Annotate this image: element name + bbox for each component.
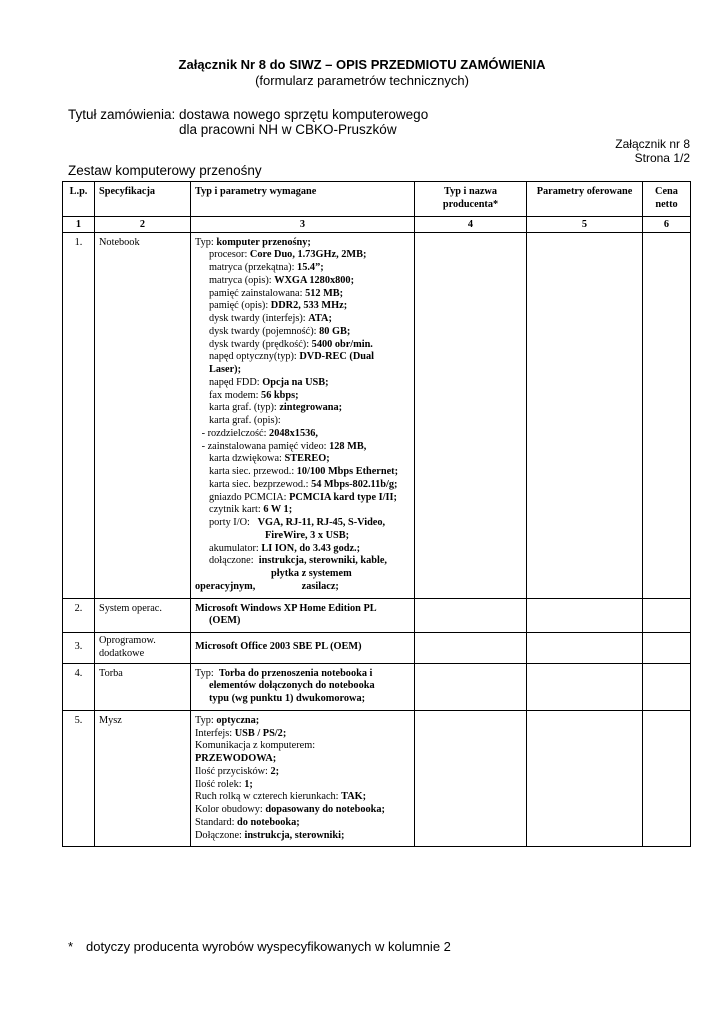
- param-line: [195, 275, 410, 288]
- param-value: do notebooka;: [237, 816, 300, 828]
- producer-cell: [415, 232, 527, 598]
- param-line: [195, 715, 410, 728]
- header-lp: L.p.: [63, 182, 95, 217]
- param-label: karta graf. (opis):: [209, 415, 281, 426]
- param-line: [195, 237, 410, 250]
- param-line: [195, 530, 410, 543]
- param-value: FireWire, 3 x USB;: [265, 529, 350, 541]
- param-value: instrukcja, sterowniki, kable,: [258, 555, 387, 567]
- param-line: [195, 390, 410, 403]
- offered-cell: [527, 663, 643, 710]
- price-cell: [643, 633, 691, 664]
- param-line: [195, 441, 410, 454]
- row-params: [191, 633, 415, 664]
- param-value: 10/100 Mbps Ethernet;: [296, 466, 399, 477]
- param-value: 15.4”;: [297, 262, 324, 273]
- param-label: Kolor obudowy:: [195, 804, 266, 815]
- row-lp: 4.: [63, 663, 95, 710]
- footnote-star: *: [68, 939, 74, 954]
- param-value: 128 MB,: [329, 440, 367, 452]
- param-line: [195, 249, 410, 262]
- table-row: [63, 633, 691, 664]
- price-cell: [643, 663, 691, 710]
- param-value: komputer przenośny;: [216, 236, 311, 248]
- param-label: dysk twardy (interfejs):: [209, 313, 309, 324]
- param-value: ATA;: [308, 313, 332, 324]
- param-value: zintegrowana;: [279, 402, 343, 414]
- param-label: napęd FDD:: [209, 376, 263, 388]
- param-value: VGA, RJ-11, RJ-45, S-Video,: [257, 517, 386, 528]
- param-value: Microsoft Office 2003 SBE PL (OEM): [195, 641, 362, 653]
- producer-cell: [415, 710, 527, 847]
- param-value: DVD-REC (Dual: [299, 351, 375, 363]
- param-value: 1;: [244, 778, 253, 790]
- table-row: [63, 598, 691, 633]
- notebook-params-list: [195, 237, 410, 594]
- spec-table: [62, 181, 691, 847]
- param-value: DDR2, 533 MHz;: [270, 300, 348, 312]
- param-label: akumulator:: [209, 542, 262, 554]
- param-label: Ilość rolek:: [195, 778, 245, 790]
- param-label: dysk twardy (pojemność):: [209, 325, 320, 337]
- param-value: Core Duo, 1.73GHz, 2MB;: [249, 249, 367, 261]
- param-value: 80 GB;: [319, 325, 351, 337]
- param-line: [195, 555, 410, 568]
- param-value: Torba do przenoszenia notebooka i: [218, 667, 373, 679]
- row-spec-name: Torba: [95, 663, 191, 710]
- param-label: karta dzwiękowa:: [209, 453, 285, 465]
- param-value: WXGA 1280x800;: [274, 274, 355, 286]
- document-title: Załącznik Nr 8 do SIWZ – OPIS PRZEDMIOTU ZAMÓWIENIA: [178, 57, 546, 72]
- param-value: PRZEWODOWA;: [195, 753, 277, 764]
- mouse-params-list: [195, 715, 410, 843]
- param-value: instrukcja, sterowniki;: [244, 829, 345, 841]
- param-line: [195, 364, 410, 377]
- producer-cell: [415, 633, 527, 664]
- col-number: 5: [527, 216, 643, 232]
- row-lp: 3.: [63, 633, 95, 664]
- param-label: karta siec. bezprzewod.:: [209, 478, 312, 490]
- row-spec-name: Notebook: [95, 232, 191, 598]
- table-row: [63, 710, 691, 847]
- param-value: PCMCIA kard type I/II;: [289, 491, 397, 503]
- param-label: Typ:: [195, 714, 217, 726]
- param-value: optyczna;: [216, 714, 260, 726]
- param-value: Microsoft Windows XP Home Edition PL: [195, 602, 377, 614]
- param-label: pamięć zainstalowana:: [209, 287, 306, 299]
- table-row: [63, 232, 691, 598]
- param-value: 5400 obr/min.: [311, 338, 373, 350]
- param-value: 512 MB;: [305, 287, 344, 299]
- param-line: [195, 568, 410, 581]
- price-cell: [643, 598, 691, 633]
- param-label: Dołączone:: [195, 829, 245, 841]
- param-line: [195, 479, 410, 492]
- param-line: [195, 262, 410, 275]
- param-line: [195, 791, 410, 804]
- param-value: operacyjnym, zasilacz;: [195, 580, 339, 592]
- header-price-l1: Cena: [655, 186, 678, 197]
- param-line: [195, 377, 410, 390]
- attachment-label: Załącznik nr 8: [615, 137, 690, 151]
- param-label: matryca (przekątna):: [209, 262, 298, 273]
- footnote: [68, 939, 451, 954]
- header-producer-l2: producenta*: [442, 198, 499, 210]
- param-label: karta siec. przewod.:: [209, 466, 297, 477]
- page-label: Strona 1/2: [634, 151, 690, 165]
- param-label: gniazdo PCMCIA:: [209, 491, 290, 503]
- param-value: Laser);: [209, 364, 242, 375]
- param-line: [195, 288, 410, 301]
- document-subtitle: (formularz parametrów technicznych): [255, 73, 469, 88]
- param-value: płytka z systemem: [271, 568, 352, 579]
- row-params: [191, 663, 415, 710]
- param-label: Ruch rolką w czterech kierunkach:: [195, 791, 342, 803]
- param-label: fax modem:: [209, 389, 262, 401]
- param-line: [195, 728, 410, 741]
- param-line: [195, 466, 410, 479]
- header-price: [643, 182, 691, 217]
- offered-cell: [527, 710, 643, 847]
- row-params: [191, 232, 415, 598]
- param-line: [195, 339, 410, 352]
- param-line: [195, 415, 410, 428]
- param-line: [195, 830, 410, 843]
- param-line: [195, 326, 410, 339]
- row-lp: 1.: [63, 232, 95, 598]
- param-value: STEREO;: [284, 453, 330, 465]
- param-value: TAK;: [341, 791, 367, 803]
- row-params: [191, 598, 415, 633]
- param-line: [195, 517, 410, 530]
- set-title: Zestaw komputerowy przenośny: [68, 163, 262, 178]
- row-spec-name-l2: dodatkowe: [99, 647, 145, 659]
- col-number: 4: [415, 216, 527, 232]
- param-line: [195, 740, 410, 753]
- param-value: 56 kbps;: [261, 389, 299, 401]
- param-value: USB / PS/2;: [234, 727, 287, 739]
- param-label: dołączone:: [209, 555, 259, 567]
- param-line: [195, 453, 410, 466]
- price-cell: [643, 232, 691, 598]
- param-value: dopasowany do notebooka;: [265, 804, 385, 815]
- row-lp: 2.: [63, 598, 95, 633]
- param-label: - rozdzielczość:: [199, 427, 270, 439]
- col-number: 2: [95, 216, 191, 232]
- col-number: 3: [191, 216, 415, 232]
- param-value: 6 W 1;: [263, 504, 293, 516]
- param-label: - zainstalowana pamięć video:: [199, 440, 330, 452]
- param-label: Typ:: [195, 667, 219, 679]
- param-label: Interfejs:: [195, 727, 235, 739]
- param-line: [195, 766, 410, 779]
- producer-cell: [415, 598, 527, 633]
- param-value: Opcja na USB;: [262, 376, 329, 388]
- param-line: [195, 300, 410, 313]
- header-spec: Specyfikacja: [95, 182, 191, 217]
- param-value: elementów dołączonych do notebooka: [209, 680, 375, 692]
- offered-cell: [527, 598, 643, 633]
- column-number-row: [63, 216, 691, 232]
- table-header-row: [63, 182, 691, 217]
- param-value: typu (wg punktu 1) dwukomorowa;: [209, 693, 366, 704]
- col-number: 6: [643, 216, 691, 232]
- footnote-text: dotyczy producenta wyrobów wyspecyfikowanych w kolumnie 2: [86, 939, 451, 954]
- param-line: [195, 351, 410, 364]
- param-line: [195, 753, 410, 766]
- header-producer: [415, 182, 527, 217]
- param-line: [195, 313, 410, 326]
- param-label: Standard:: [195, 816, 238, 828]
- param-label: Ilość przycisków:: [195, 765, 271, 777]
- param-label: Typ:: [195, 236, 217, 248]
- header-producer-l1: Typ i nazwa: [443, 186, 498, 197]
- param-value: 2048x1536,: [269, 427, 318, 439]
- param-line: [195, 804, 410, 817]
- row-lp: 5.: [63, 710, 95, 847]
- param-line: [195, 543, 410, 556]
- col-number: 1: [63, 216, 95, 232]
- param-line: [195, 779, 410, 792]
- row-spec-name: Mysz: [95, 710, 191, 847]
- param-label: procesor:: [209, 249, 250, 261]
- param-label: karta graf. (typ):: [209, 402, 280, 414]
- param-label: czytnik kart:: [209, 504, 264, 516]
- param-value: 2;: [270, 765, 280, 777]
- param-line: [195, 817, 410, 830]
- order-title-line2: dla pracowni NH w CBKO-Pruszków: [179, 122, 397, 137]
- param-label: dysk twardy (prędkość):: [209, 338, 312, 350]
- param-label: pamięć (opis):: [209, 300, 271, 312]
- price-cell: [643, 710, 691, 847]
- param-label: matryca (opis):: [209, 274, 275, 286]
- header-offered: Parametry oferowane: [527, 182, 643, 217]
- param-line: [195, 492, 410, 505]
- param-label: porty I/O:: [209, 517, 258, 528]
- header-params: Typ i parametry wymagane: [191, 182, 415, 217]
- row-spec-name-l1: Oprogramow.: [99, 635, 156, 646]
- param-label: Komunikacja z komputerem:: [195, 740, 316, 752]
- row-spec-name: [95, 633, 191, 664]
- table-row: [63, 663, 691, 710]
- param-label: napęd optyczny(typ):: [209, 351, 300, 363]
- offered-cell: [527, 232, 643, 598]
- row-spec-name: System operac.: [95, 598, 191, 633]
- param-line: [195, 504, 410, 517]
- offered-cell: [527, 633, 643, 664]
- param-line: [195, 428, 410, 441]
- header-price-l2: netto: [655, 198, 678, 210]
- row-params: [191, 710, 415, 847]
- param-value: 54 Mbps-802.11b/g;: [311, 478, 398, 490]
- param-line: [195, 581, 410, 594]
- param-value: LI ION, do 3.43 godz.;: [261, 542, 361, 554]
- param-line: [195, 402, 410, 415]
- order-title-line1: Tytuł zamówienia: dostawa nowego sprzętu komputerowego: [68, 107, 429, 122]
- producer-cell: [415, 663, 527, 710]
- param-value: (OEM): [209, 615, 241, 627]
